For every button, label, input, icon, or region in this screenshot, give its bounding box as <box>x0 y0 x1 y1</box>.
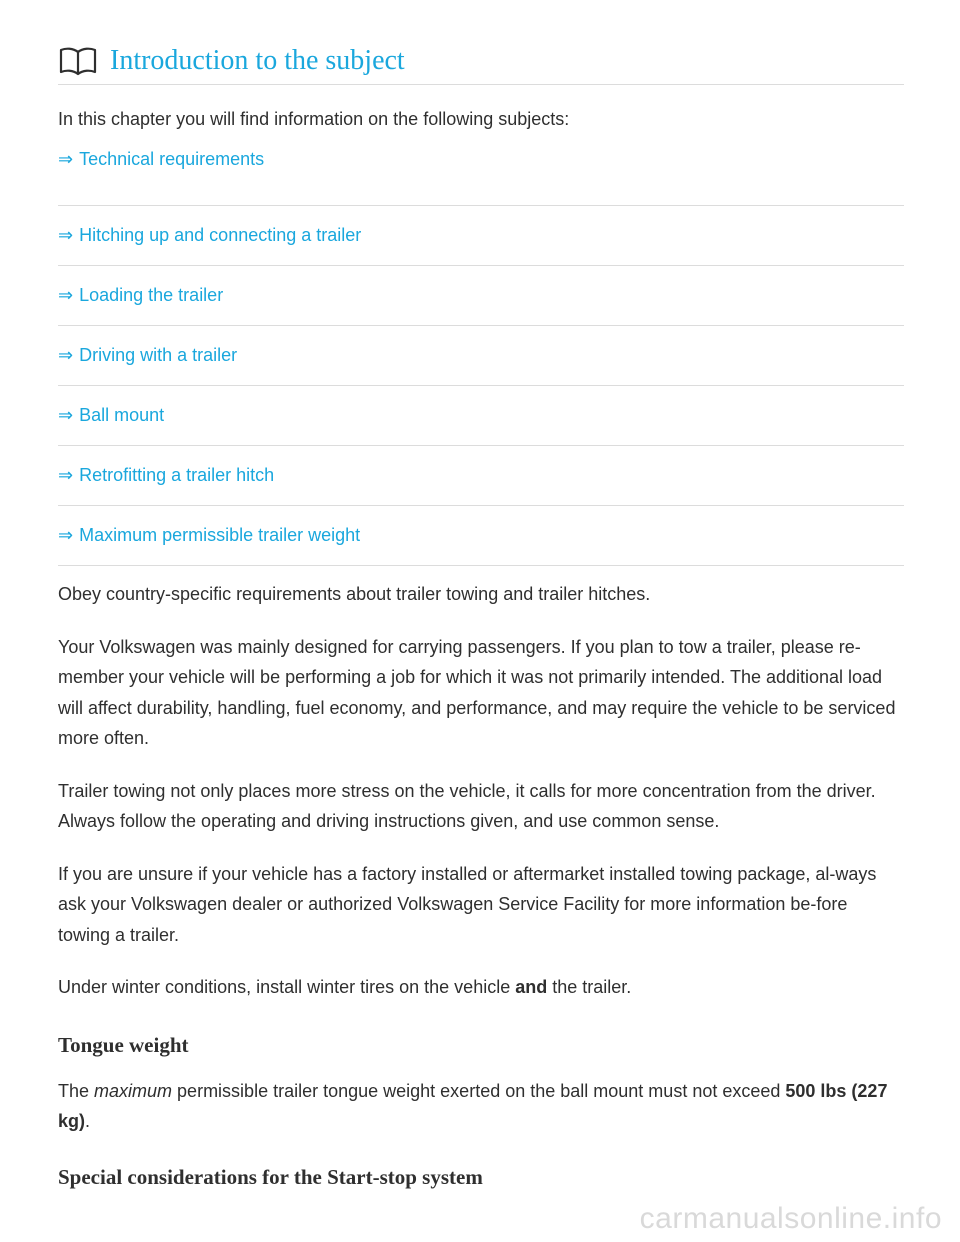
arrow-icon: ⇒ <box>58 149 74 169</box>
paragraph-tongue-weight: The maximum permissible trailer tongue weight exerted on the ball mount must not exceed 500 lbs (227 kg). <box>58 1080 888 1131</box>
heading-start-stop: Special considerations for the Start-stop system <box>58 1164 483 1189</box>
link-retrofitting-hitch[interactable]: ⇒ Retrofitting a trailer hitch <box>58 446 904 506</box>
heading-tongue-weight: Tongue weight <box>58 1032 189 1057</box>
watermark: carmanualsonline.info <box>639 1202 942 1235</box>
link-ball-mount[interactable]: ⇒ Ball mount <box>58 386 904 446</box>
page-content <box>58 40 904 1190</box>
intro-text: In this chapter you will find information on the following subjects: <box>58 109 570 129</box>
paragraph-vehicle-design: Your Volkswagen was mainly designed for carrying passengers. If you plan to tow a trailer, please re-member your vehicle will be performing a job for which it was not primarily intended. The additional load will affect durability, handling, fuel economy, and performance, and may require the vehicle to be serviced more often. <box>58 636 896 748</box>
link-hitching-up[interactable]: ⇒ Hitching up and connecting a trailer <box>58 206 904 266</box>
arrow-icon: ⇒ <box>58 225 74 245</box>
link-technical-requirements[interactable]: ⇒ Technical requirements <box>58 147 904 206</box>
arrow-icon: ⇒ <box>58 525 74 545</box>
book-icon <box>58 46 98 76</box>
subject-link-list <box>58 147 904 566</box>
arrow-icon: ⇒ <box>58 465 74 485</box>
arrow-icon: ⇒ <box>58 405 74 425</box>
paragraph-towing-package: If you are unsure if your vehicle has a factory installed or aftermarket installed towing package, al-ways ask your Volkswagen dealer or authorized Volkswagen Service Facility for more information be-fore towing a trailer. <box>58 863 877 945</box>
link-max-trailer-weight[interactable]: ⇒ Maximum permissible trailer weight <box>58 506 904 566</box>
link-loading-trailer[interactable]: ⇒ Loading the trailer <box>58 266 904 326</box>
page-title: Introduction to the subject <box>110 45 405 76</box>
paragraph-towing-stress: Trailer towing not only places more stress on the vehicle, it calls for more concentration from the driver. Always follow the operating and driving instructions given, and use common sense. <box>58 780 876 831</box>
arrow-icon: ⇒ <box>58 345 74 365</box>
paragraph-winter-tires: Under winter conditions, install winter tires on the vehicle and the trailer. <box>58 977 632 997</box>
section-header <box>58 40 904 85</box>
paragraph-country-requirements: Obey country-specific requirements about trailer towing and trailer hitches. <box>58 584 651 604</box>
link-driving-with-trailer[interactable]: ⇒ Driving with a trailer <box>58 326 904 386</box>
arrow-icon: ⇒ <box>58 285 74 305</box>
